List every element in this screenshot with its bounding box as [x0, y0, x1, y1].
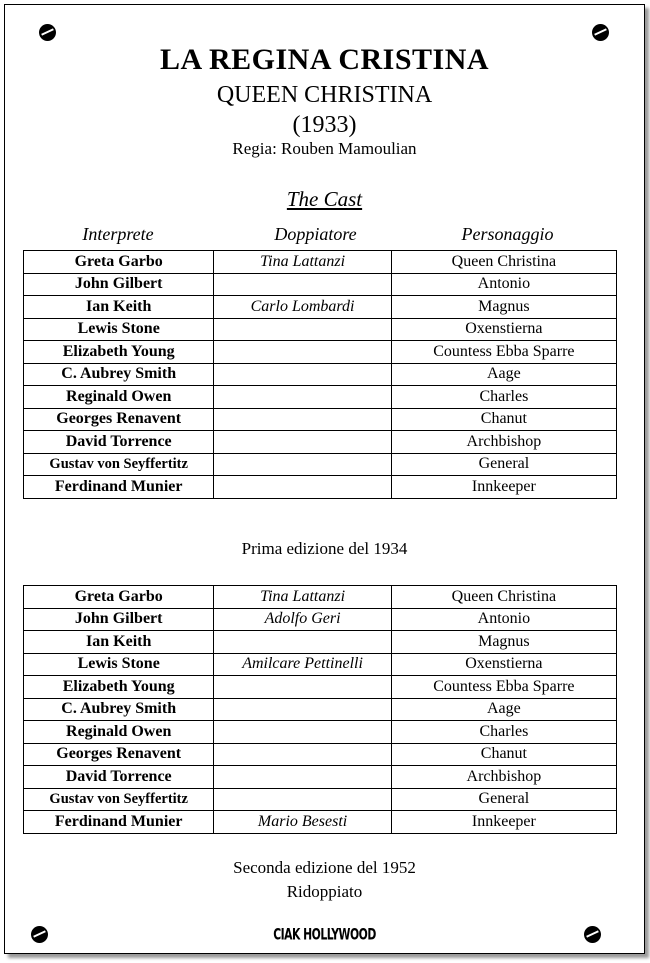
- role-cell: Charles: [391, 386, 616, 409]
- dubber-cell: [214, 766, 391, 789]
- column-header-dubber: Doppiatore: [274, 224, 357, 244]
- role-cell: Countess Ebba Sparre: [391, 676, 616, 699]
- actor-cell: Greta Garbo: [24, 251, 214, 274]
- dubber-cell: [214, 788, 391, 811]
- table-row: [24, 363, 617, 386]
- role-cell: Countess Ebba Sparre: [391, 341, 616, 364]
- dubber-cell: Mario Besesti: [214, 811, 391, 834]
- page-title: LA REGINA CRISTINA: [159, 43, 490, 76]
- role-cell: General: [391, 788, 616, 811]
- actor-cell: John Gilbert: [24, 608, 214, 631]
- role-cell: Oxenstierna: [391, 318, 616, 341]
- cast-heading: The Cast: [286, 187, 363, 211]
- actor-cell: Elizabeth Young: [24, 341, 214, 364]
- edition-1934-label: Prima edizione del 1934: [241, 539, 408, 558]
- director-credit: Regia: Rouben Mamoulian: [232, 139, 417, 158]
- actor-cell: Ferdinand Munier: [24, 476, 214, 499]
- actor-cell: Elizabeth Young: [24, 676, 214, 699]
- dubber-cell: [214, 721, 391, 744]
- dubber-cell: Amilcare Pettinelli: [214, 653, 391, 676]
- cast-sheet: [4, 4, 645, 954]
- page-subtitle: QUEEN CHRISTINA: [216, 82, 433, 108]
- table-row: [24, 273, 617, 296]
- dubber-cell: [214, 408, 391, 431]
- role-cell: Archbishop: [391, 431, 616, 454]
- dubber-cell: [214, 431, 391, 454]
- table-row: [24, 453, 617, 476]
- actor-cell: David Torrence: [24, 431, 214, 454]
- dubber-cell: Carlo Lombardi: [214, 296, 391, 319]
- column-header-role: Personaggio: [461, 224, 554, 244]
- role-cell: Queen Christina: [391, 586, 616, 609]
- actor-cell: Georges Renavent: [24, 743, 214, 766]
- actor-cell: Reginald Owen: [24, 386, 214, 409]
- dubber-cell: [214, 676, 391, 699]
- table-row: [24, 653, 617, 676]
- role-cell: Innkeeper: [391, 476, 616, 499]
- role-cell: Archbishop: [391, 766, 616, 789]
- table-row: [24, 698, 617, 721]
- table-row: [24, 788, 617, 811]
- table-row: [24, 766, 617, 789]
- table-row: [24, 408, 617, 431]
- ciak-hollywood-logo: CIAK HOLLYWOOD: [273, 924, 376, 944]
- actor-cell: C. Aubrey Smith: [24, 363, 214, 386]
- dubber-cell: [214, 743, 391, 766]
- table-row: [24, 431, 617, 454]
- actor-cell: Ferdinand Munier: [24, 811, 214, 834]
- role-cell: Aage: [391, 363, 616, 386]
- dubber-cell: [214, 386, 391, 409]
- dubber-cell: [214, 476, 391, 499]
- dubber-cell: Tina Lattanzi: [214, 586, 391, 609]
- dubber-cell: [214, 631, 391, 654]
- role-cell: Antonio: [391, 608, 616, 631]
- cast-table-1952: [23, 585, 617, 834]
- table-row: [24, 811, 617, 834]
- table-row: [24, 721, 617, 744]
- actor-cell: David Torrence: [24, 766, 214, 789]
- table-row: [24, 476, 617, 499]
- actor-cell: Reginald Owen: [24, 721, 214, 744]
- dubber-cell: [214, 273, 391, 296]
- table-row: [24, 631, 617, 654]
- actor-cell: Greta Garbo: [24, 586, 214, 609]
- table-row: [24, 251, 617, 274]
- table-row: [24, 608, 617, 631]
- actor-cell: Ian Keith: [24, 296, 214, 319]
- table-row: [24, 296, 617, 319]
- role-cell: Antonio: [391, 273, 616, 296]
- dubber-cell: Adolfo Geri: [214, 608, 391, 631]
- role-cell: General: [391, 453, 616, 476]
- actor-cell: Ian Keith: [24, 631, 214, 654]
- actor-cell: Gustav von Seyffertitz: [24, 788, 214, 811]
- role-cell: Queen Christina: [391, 251, 616, 274]
- table-row: [24, 341, 617, 364]
- table-row: [24, 676, 617, 699]
- table-row: [24, 586, 617, 609]
- actor-cell: Georges Renavent: [24, 408, 214, 431]
- dubber-cell: Tina Lattanzi: [214, 251, 391, 274]
- role-cell: Aage: [391, 698, 616, 721]
- role-cell: Innkeeper: [391, 811, 616, 834]
- role-cell: Chanut: [391, 743, 616, 766]
- actor-cell: John Gilbert: [24, 273, 214, 296]
- role-cell: Magnus: [391, 296, 616, 319]
- actor-cell: Lewis Stone: [24, 318, 214, 341]
- table-row: [24, 743, 617, 766]
- table-row: [24, 386, 617, 409]
- column-header-actor: Interprete: [82, 224, 154, 244]
- edition-1952-label: Seconda edizione del 1952: [233, 858, 416, 877]
- edition-1952-note: Ridoppiato: [286, 882, 363, 901]
- dubber-cell: [214, 698, 391, 721]
- dubber-cell: [214, 318, 391, 341]
- table-row: [24, 318, 617, 341]
- role-cell: Chanut: [391, 408, 616, 431]
- actor-cell: Gustav von Seyffertitz: [24, 453, 214, 476]
- actor-cell: C. Aubrey Smith: [24, 698, 214, 721]
- dubber-cell: [214, 453, 391, 476]
- role-cell: Magnus: [391, 631, 616, 654]
- cast-table-1934: [23, 250, 617, 499]
- release-year: (1933): [292, 112, 357, 138]
- screw-top-right-icon: [592, 24, 609, 41]
- dubber-cell: [214, 363, 391, 386]
- dubber-cell: [214, 341, 391, 364]
- role-cell: Charles: [391, 721, 616, 744]
- role-cell: Oxenstierna: [391, 653, 616, 676]
- actor-cell: Lewis Stone: [24, 653, 214, 676]
- screw-top-left-icon: [39, 24, 56, 41]
